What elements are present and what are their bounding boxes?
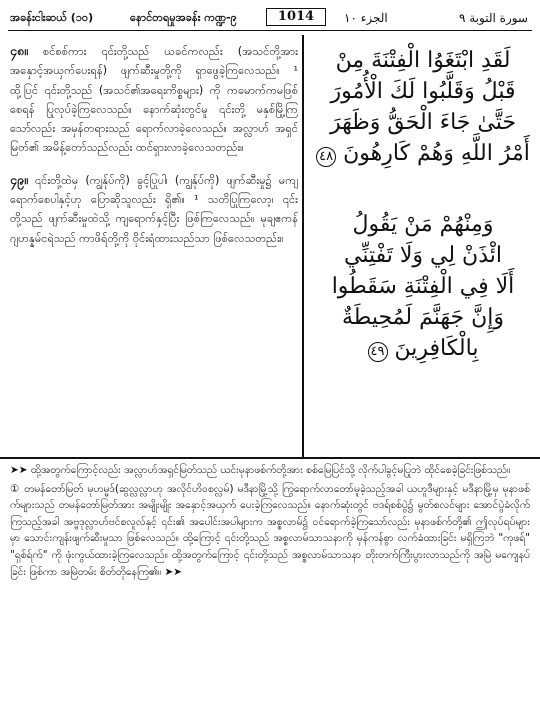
footnote: ➤➤ ထို့အတွက်ကြောင့်လည်း အလ္လာဟ်အရှင်မြတ်သည် ယင်းမုနာဖစ်က်တို့အား စစ်မြေပြင်သို့ လိုက်ပါခွင့်မပြုဘဲ ထိုင်စေခဲ့ခြင်းဖြစ်သည်။ (10, 464, 511, 476)
translation-paragraph (10, 41, 298, 158)
translation-column (10, 41, 298, 260)
verse-number: ၄၈။ (10, 43, 28, 58)
arabic-line (312, 138, 534, 169)
footnotes (10, 462, 530, 582)
translation-paragraph (10, 170, 298, 248)
arabic-line: لَقَدِ ابْتَغَوُا الْفِتْنَةَ مِنْ (335, 48, 511, 73)
footnote-rule (0, 457, 540, 459)
arabic-line: ائْذَنْ لِي وَلَا تَفْتِنِّي (344, 243, 502, 268)
translation-text: ၎င်းတို့ထဲမှ (ကျွန်ုပ်ကို) ခွင့်ပြုပါ၊ (ကျွန်ုပ်ကို) ဖျက်ဆီးမှု၌ မကျရောက်စေပါနှင့်ဟု ပြောဆိုသူလည်း ရှိ၏။ ¹ သတိပြုကြလော့၊ ၎င်းတို့သည် ဖျက်ဆီးမှုထဲသို့ ကျရောက်နှင့်ပြီး ဖြစ်ကြလေသည်။ မုချဧကန် ဂျဟန္နမ်ငရဲသည် ကာဖိရ်တို့ကို ဝိုင်းရံထားသည်သာ ဖြစ်လေသတည်း။ (10, 173, 298, 245)
arabic-line: وَإِنَّ جَهَنَّمَ لَمُحِيطَةٌ (341, 305, 504, 330)
page-header (8, 6, 532, 31)
verse-area (8, 31, 532, 458)
ayah-end-marker: ٤٨ (316, 147, 336, 167)
arabic-column (312, 45, 534, 364)
column-divider (302, 35, 304, 458)
arabic-line: حَتَّىٰ جَاءَ الْحَقُّ وَظَهَرَ (330, 110, 516, 135)
page-number: 1014 (266, 8, 326, 26)
verse-number: ၄၉။ (10, 171, 28, 187)
chapter-label: အခန်းငါးဆယ် (၁၀) (10, 11, 94, 24)
translation-text: စင်စစ်ကား ၎င်းတို့သည် ယခင်ကလည်း (အသင်တို့အား အနှောင့်အယှက်ပေးရန်) ဖျက်ဆီးမှုတို့ကို ရှာဖွေခဲ့ကြလေသည်။ ¹ ထို့ပြင် ၎င်းတို့သည် (အသင်၏အရေးကိစ္စများ) ကို ကမောက်ကမဖြစ်စေရန် ပြုလုပ်ခဲ့ကြလေသည်။ နောက်ဆုံးတွင်မူ ၎င်းတို့ မနှစ်မြို့ကြသော်လည်း အမှန်တရားသည် ရောက်လာခဲ့လေသည်။ အလ္လာဟ် အရှင်မြတ်၏ အမိန့်တော်သည်လည်း ထင်ရှားလာခဲ့လေသတည်း။ (10, 45, 298, 155)
arabic-line: وَمِنْهُمْ مَنْ يَقُولُ (352, 212, 494, 237)
footnote: ① တမန်တော်မြတ် မုဟမ္မဒ်(ဆွလ္လလ္လာဟု အလိုင်ဟိဝစလ္လမ်) မဒီနာမြို့သို့ ကြွရောက်လာတော်မူခဲ့သည့်အခါ ယဟူဒီများနှင့် မဒီနာမြို့မှ မုနာဖစ်က်များသည် တမန်တော်မြတ်အား အမျိုးမျိုး အနှောင့်အယှက် ပေးခဲ့ကြလေသည်။ နောက်ဆုံးတွင် ဗဒရ်စစ်ပွဲ၌ မွတ်စလင်များ အောင်ပွဲခံလိုက်ကြသည့်အခါ အဗ္ဗဒုလ္လာဟ်ဗင်စလူလ်နှင့် ၎င်း၏ အပေါင်းအပါများက အစ္စလာမ်၌ ဝင်ရောက်ခဲ့ကြသော်လည်း မုနာဖစ်က်တို့၏ ဤလုပ်ရပ်များမှာ သောင်းကျန်းဖျက်ဆီးမှုသာ ဖြစ်လေသည်။ ထို့ကြောင့် ၎င်းတို့သည် အစ္စလာမ်သာသနာကို မှန်ကန်စွာ လက်ခံထားခြင်း မရှိကြဘဲ "ကုဖရ်" "ရှစ်ရ်က်" ကို ဖုံးကွယ်ထားခဲ့ကြလေသည်။ ထို့အတွက်ကြောင့် ၎င်းတို့သည် အစ္စလာမ်သာသနာ တိုးတက်ကြီးပွားလာသည်ကို အမြဲ မကျေနပ်ခြင်း ဖြစ်ကာ အမြဲတမ်း စိတ်တိုနေကြ၏။ ➤➤ (10, 482, 530, 578)
arabic-line-text: بِالْكَافِرِينَ (394, 336, 479, 361)
section-label: နောင်တရမှုအခန်း ကဏ္ဍ-၉ (130, 11, 237, 24)
verse-gap (312, 169, 534, 209)
juz-label: الجزء ١٠ (344, 11, 388, 25)
arabic-line: قَبْلُ وَقَلَّبُوا لَكَ الْأُمُورَ (330, 79, 516, 104)
surah-label: سورة التوبة ٩ (458, 11, 528, 25)
arabic-line-text: أَمْرُ اللَّهِ وَهُمْ كَارِهُونَ (343, 141, 530, 166)
arabic-line (312, 333, 534, 364)
arabic-line: أَلَا فِي الْفِتْنَةِ سَقَطُوا (331, 274, 515, 299)
ayah-end-marker: ٤٩ (368, 342, 388, 362)
